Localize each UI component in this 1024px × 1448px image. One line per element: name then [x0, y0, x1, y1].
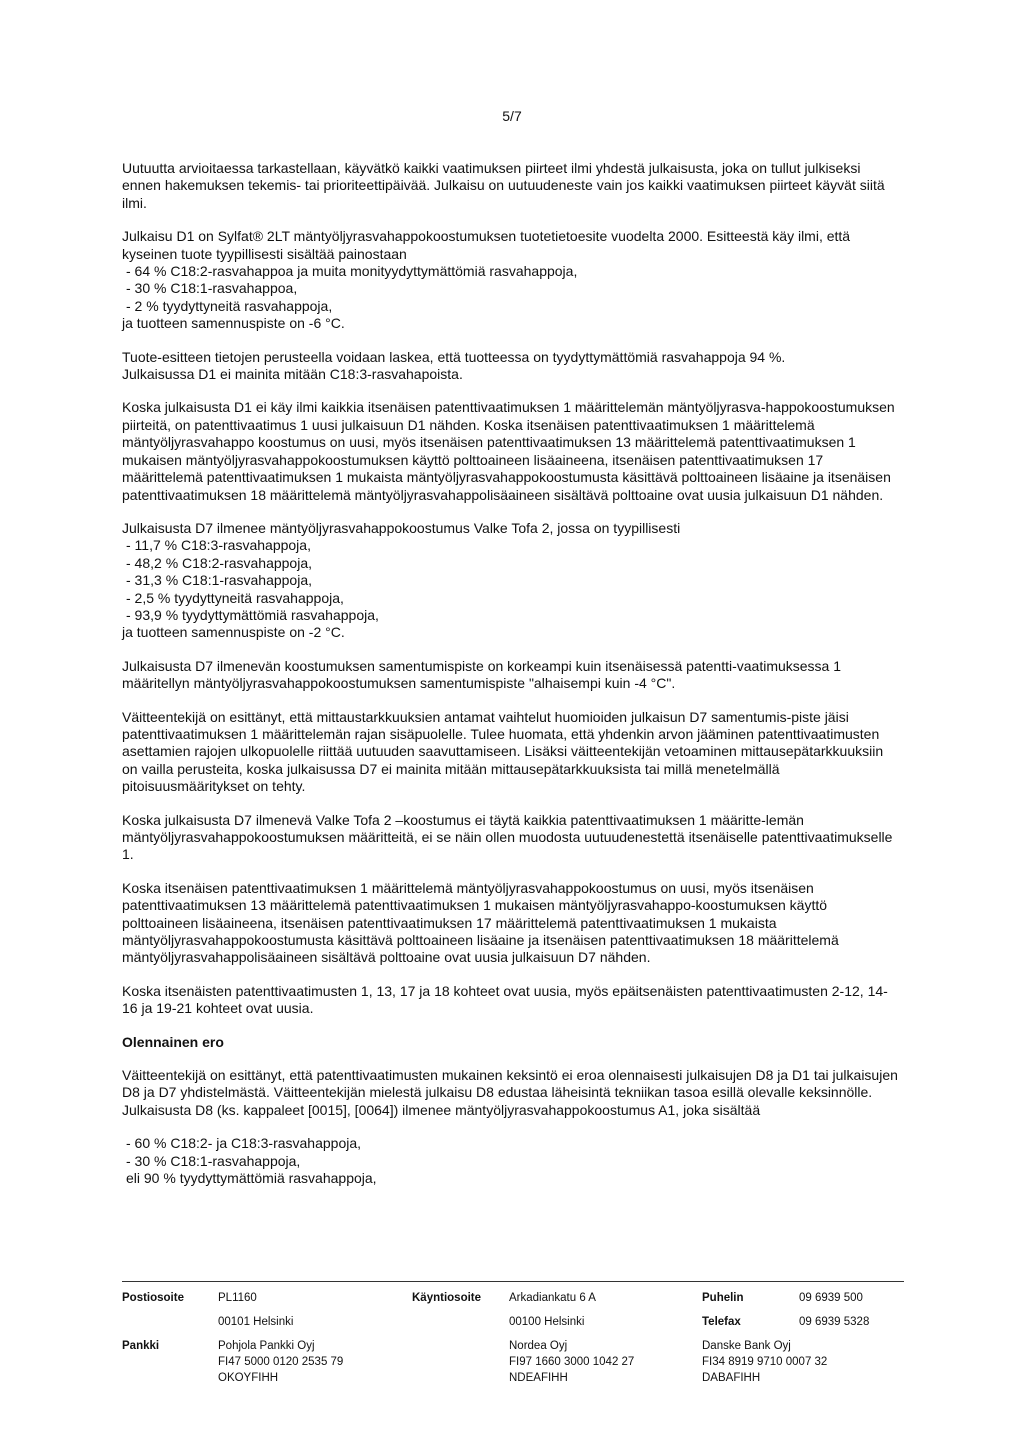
- paragraph-text: Julkaisussa D1 ei mainita mitään C18:3-rasvahapoista.: [122, 366, 463, 383]
- footer-value: PL1160: [218, 1292, 257, 1304]
- paragraph-text: ja tuotteen samennuspiste on -6 °C.: [122, 315, 345, 332]
- paragraph-text: Väitteentekijä on esittänyt, että patenttivaatimusten mukainen keksintö ei eroa olennaisesti julkaisujen D8 ja D1 tai julkaisujen D8 ja D7 yhdistelmästä. Väitteentekijän mielestä julkaisu D8 edustaa läheisintä tekniikan tasoa esillä olevalle keksinnölle. Julkaisusta D8 (ks. kappaleet [0015], [0064]) ilmenee mäntyöljyrasvahappokoostumus A1, joka sisältää: [122, 1067, 898, 1118]
- paragraph-uutuus: [122, 160, 902, 212]
- footer-value: 09 6939 5328: [799, 1316, 870, 1328]
- list-item: - 2 % tyydyttyneitä rasvahappoja,: [126, 297, 333, 314]
- footer-divider: [122, 1281, 904, 1282]
- paragraph-koska-itsenainen: [122, 880, 902, 967]
- footer-label-puhelin: Puhelin: [702, 1292, 744, 1304]
- footer-label-pankki: Pankki: [122, 1340, 160, 1352]
- footer-value: NDEAFIHH: [509, 1372, 568, 1384]
- paragraph-d1: [122, 228, 902, 332]
- document-body: [122, 160, 902, 1204]
- list-item: - 11,7 % C18:3-rasvahappoja,: [126, 537, 311, 554]
- d1-composition-list: [122, 263, 902, 315]
- list-item: - 93,9 % tyydyttymättömiä rasvahappoja,: [126, 606, 379, 623]
- paragraph-text: ja tuotteen samennuspiste on -2 °C.: [122, 624, 345, 641]
- paragraph-text: Koska itsenäisen patenttivaatimuksen 1 määrittelemä mäntyöljyrasvahappokoostumus on uusi, myös itsenäisen patenttivaatimuksen 13 määrittelemä patenttivaatimuksen 1 mukaisen mäntyöljyrasvahappo-koostumuksen käyttö polttoaineen lisäaineena, itsenäisen patenttivaatimuksen 17 määrittelemä patenttivaatimuksen 1 mukaista mäntyöljyrasvahappokoostumusta käsittävä polttoaineen lisäaine ja itsenäisen patenttivaatimuksen 18 määrittelemä mäntyöljyrasvahappolisäaineen sisältävä polttoaine ovat uusia julkaisuun D7 nähden.: [122, 879, 839, 966]
- footer-value: 00101 Helsinki: [218, 1316, 294, 1328]
- list-item: - 30 % C18:1-rasvahappoa,: [126, 280, 298, 297]
- d8-composition-list: [122, 1135, 902, 1187]
- footer-value: OKOYFIHH: [218, 1372, 279, 1384]
- footer-value: FI97 1660 3000 1042 27: [509, 1356, 635, 1368]
- footer-value: Arkadiankatu 6 A: [509, 1292, 596, 1304]
- footer-value: Nordea Oyj: [509, 1340, 568, 1352]
- footer-value: 00100 Helsinki: [509, 1316, 585, 1328]
- paragraph-koska-epaitsenaiset: [122, 983, 902, 1018]
- paragraph-vaitteentekija-mittaus: [122, 709, 902, 796]
- footer-row: [122, 1314, 904, 1330]
- paragraph-text: Koska julkaisusta D7 ilmenevä Valke Tofa 2 –koostumus ei täytä kaikkia patenttivaatimuksen 1 määritte-lemän mäntyöljyrasvahappokoostumuksen määritteitä, ei se näin ollen muodosta uutuudenestettä itsenäiselle patenttivaatimukselle 1.: [122, 811, 893, 863]
- list-item: - 31,3 % C18:1-rasvahappoja,: [126, 572, 312, 589]
- footer-label-postiosoite: Postiosoite: [122, 1292, 184, 1304]
- list-item: - 48,2 % C18:2-rasvahappoja,: [126, 554, 312, 571]
- paragraph-vaitteentekija-d8: [122, 1067, 902, 1119]
- footer-value: 09 6939 500: [799, 1292, 863, 1304]
- footer-row: [122, 1338, 904, 1354]
- d7-composition-list: [122, 537, 902, 624]
- paragraph-text: Tuote-esitteen tietojen perusteella voidaan laskea, että tuotteessa on tyydyttymättömiä rasvahappoja 94 %.: [122, 348, 786, 365]
- paragraph-text: Uutuutta arvioitaessa tarkastellaan, käyvätkö kaikki vaatimuksen piirteet ilmi yhdestä julkaisusta, joka on tullut julkiseksi ennen hakemuksen tekemis- tai prioriteettipäivää. Julkaisu on uutuudeneste vain jos kaikki vaatimuksen piirteet käyvät siitä ilmi.: [122, 160, 885, 211]
- paragraph-text: Julkaisusta D7 ilmenee mäntyöljyrasvahappokoostumus Valke Tofa 2, jossa on tyypillisesti: [122, 519, 681, 536]
- paragraph-d8-list: [122, 1135, 902, 1187]
- section-heading-olennainen-ero: Olennainen ero: [122, 1033, 224, 1050]
- footer-value: Danske Bank Oyj: [702, 1340, 791, 1352]
- list-item: eli 90 % tyydyttymättömiä rasvahappoja,: [126, 1170, 377, 1187]
- footer-row: [122, 1370, 904, 1386]
- paragraph-text: Väitteentekijä on esittänyt, että mittaustarkkuuksien antamat vaihtelut huomioiden julkaisun D7 samentumis-piste jäisi patenttivaatimuksen 1 määrittelemän rajan sisäpuolelle. Tulee huomata, että yhdenkin arvon jääminen patenttivaatimusten asettamien rajojen ulkopuolelle riittää uutuuden saavuttamiseen. Lisäksi väitteentekijän vetoaminen mittausepätarkkuuksiin on vailla perusteita, koska julkaisussa D7 ei mainita mitään mittausepätarkkuuksista tai millä menetelmällä pitoisuusmääritykset on tehty.: [122, 708, 884, 795]
- paragraph-text: Koska itsenäisten patenttivaatimusten 1, 13, 17 ja 18 kohteet ovat uusia, myös epäitsenäisten patenttivaatimusten 2-12, 14-16 ja 19-21 kohteet ovat uusia.: [122, 982, 888, 1017]
- paragraph-d7: [122, 520, 902, 642]
- footer-row: [122, 1354, 904, 1370]
- paragraph-samentumispiste: [122, 658, 902, 693]
- paragraph-text: Julkaisusta D7 ilmenevän koostumuksen samentumispiste on korkeampi kuin itsenäisessä patentti-vaatimuksessa 1 määritellyn mäntyöljyrasvahappokoostumuksen samentumispiste "alhaisempi kuin -4 °C".: [122, 657, 842, 692]
- list-item: - 60 % C18:2- ja C18:3-rasvahappoja,: [126, 1135, 362, 1152]
- footer-value: FI47 5000 0120 2535 79: [218, 1356, 344, 1368]
- list-item: - 2,5 % tyydyttyneitä rasvahappoja,: [126, 589, 344, 606]
- list-item: - 64 % C18:2-rasvahappoa ja muita monityydyttymättömiä rasvahappoja,: [126, 263, 578, 280]
- footer-value: FI34 8919 9710 0007 32: [702, 1356, 828, 1368]
- footer-value: Pohjola Pankki Oyj: [218, 1340, 315, 1352]
- paragraph-text: Koska julkaisusta D1 ei käy ilmi kaikkia itsenäisen patenttivaatimuksen 1 määrittelemän mäntyöljyrasva-happokoostumuksen piirteitä, on patenttivaatimus 1 uusi julkaisuun D1 nähden. Koska itsenäisen patenttivaatimuksen 1 määrittelemä mäntyöljyrasvahappo koostumus on uusi, myös itsenäisen patenttivaatimuksen 13 määrittelemä patenttivaatimuksen 1 mukaisen mäntyöljyrasvahappokoostumuksen käyttö polttoaineen lisäaineena, itsenäisen patenttivaatimuksen 17 määrittelemä patenttivaatimuksen 1 mukaista mäntyöljyrasvahappokoostumusta käsittävä polttoaineen lisäaine ja itsenäisen patenttivaatimuksen 18 määrittelemä mäntyöljyrasvahappolisäaineen sisältävä polttoaine ovat uusia julkaisuun D1 nähden.: [122, 399, 895, 503]
- footer-value: DABAFIHH: [702, 1372, 761, 1384]
- footer-row: [122, 1290, 904, 1306]
- footer-label-telefax: Telefax: [702, 1316, 741, 1328]
- footer: [122, 1290, 904, 1386]
- paragraph-text: Julkaisu D1 on Sylfat® 2LT mäntyöljyrasvahappokoostumuksen tuotetietoesite vuodelta 2000. Esitteestä käy ilmi, että kyseinen tuote tyypillisesti sisältää painostaan: [122, 228, 851, 262]
- footer-label-kayntiosoite: Käyntiosoite: [412, 1292, 482, 1304]
- paragraph-koska-d1: [122, 399, 902, 503]
- page-number: 5/7: [502, 108, 522, 124]
- paragraph-koska-d7: [122, 812, 902, 864]
- list-item: - 30 % C18:1-rasvahappoja,: [126, 1152, 301, 1169]
- paragraph-tuote-esite: [122, 349, 902, 384]
